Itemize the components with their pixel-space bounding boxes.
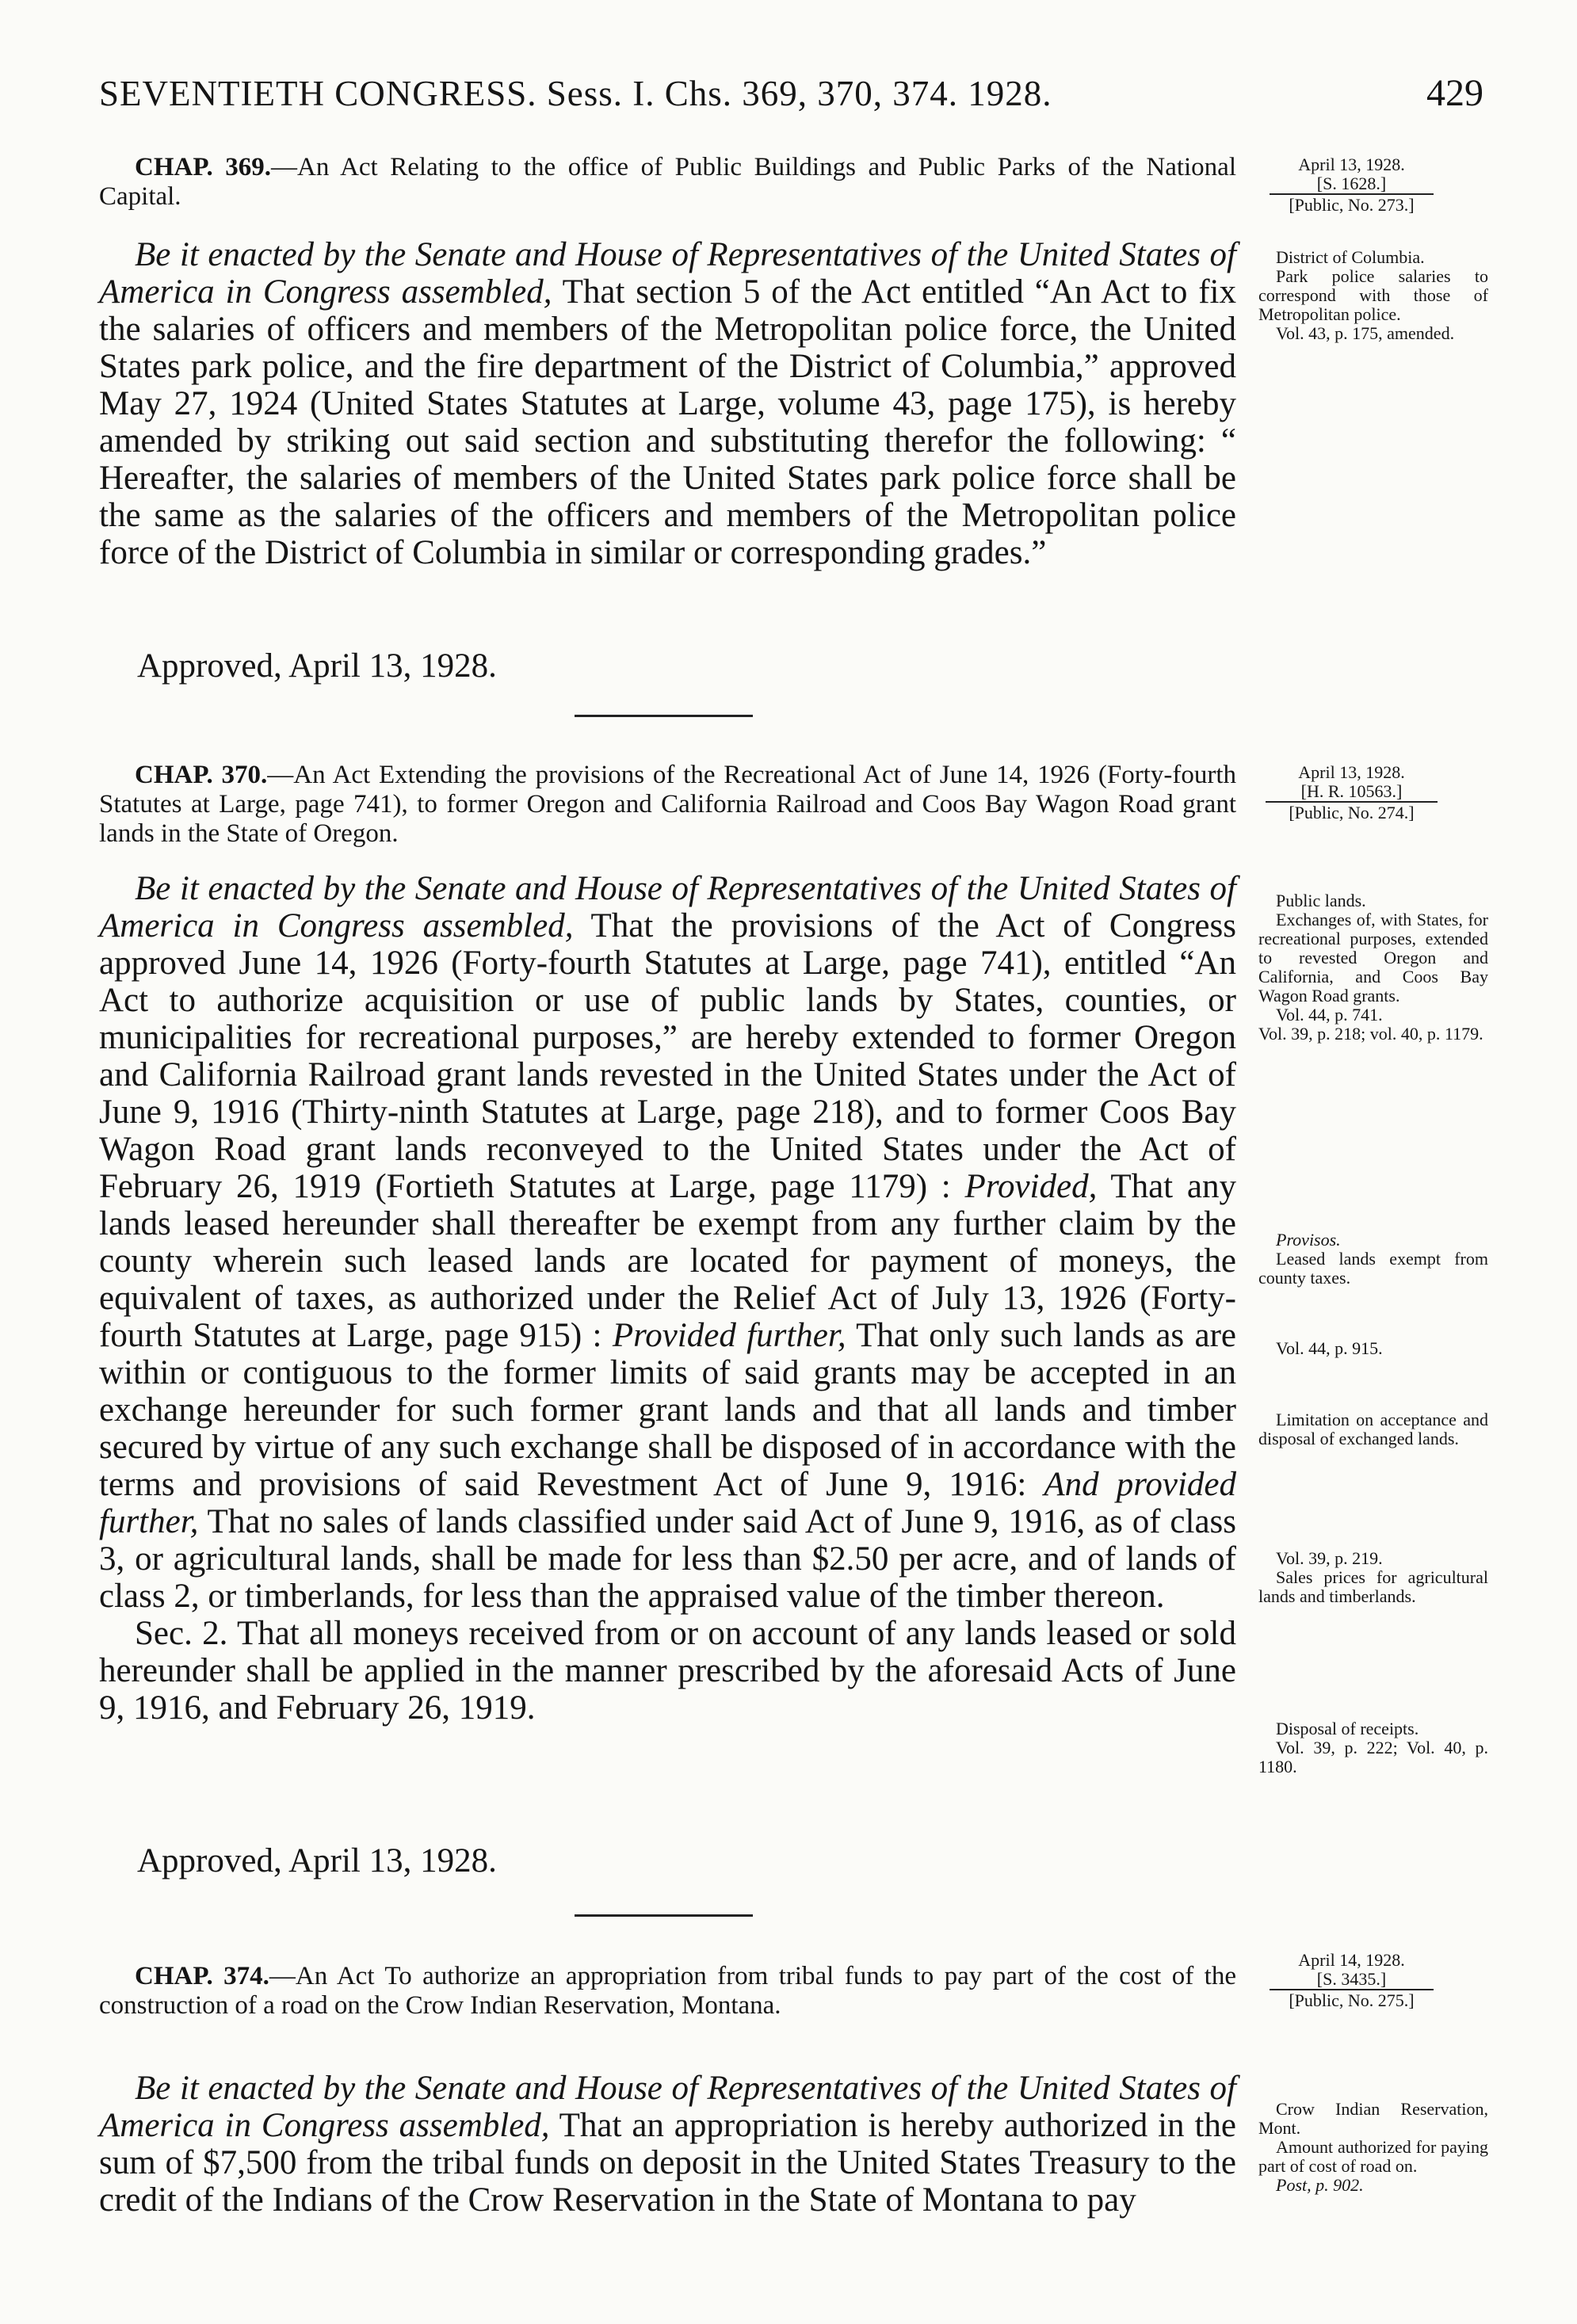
section-divider (575, 1914, 753, 1917)
chap-370-title: CHAP. 370.—An Act Extending the provisions of the Recreational Act of June 14, 1926 (Forty-fourth Statutes at Large, page 741), to former Oregon and California Railroad and Coos Bay Wagon Road grant lands in the State of Oregon. (99, 761, 1236, 848)
running-head: SEVENTIETH CONGRESS. Sess. I. Chs. 369, 370, 374. 1928. (99, 74, 1052, 113)
chap-370-notes-b: Provisos. Leased lands exempt from county taxes. (1258, 1230, 1488, 1288)
chap-374-bill: [S. 3435.] (1258, 1970, 1445, 1989)
chap-370-notes-d: Limitation on acceptance and disposal of exchanged lands. (1258, 1410, 1488, 1448)
chap-370-notes-a: Public lands. Exchanges of, with States, for recreational purposes, extended to revested Oregon and California, and Coos Bay Wagon Road grants. Vol. 44, p. 741. Vol. 39, p. 218; vol. 40, p. 1179. (1258, 891, 1488, 1044)
chap-370-date: April 13, 1928. (1298, 762, 1405, 782)
chap-369-bill: [S. 1628.] (1258, 174, 1445, 193)
chap-370-public: [Public, No. 274.] (1289, 803, 1415, 822)
enacting-clause-369: Be it enacted by the Senate and House of Representatives of the United States of America in Congress assembled, (99, 236, 1236, 311)
chap-369-date: April 13, 1928. (1298, 155, 1405, 174)
chap-374-text: Be it enacted by the Senate and House of Representatives of the United States of America in Congress assembled, That an appropriation is hereby authorized in the sum of $7,500 from the tribal funds on deposit in the United States Treasury to the credit of the Indians of the Crow Reservation in the State of Montana to pay (99, 2070, 1236, 2219)
chap-369-label: CHAP. 369. (135, 153, 272, 181)
chap-374-notes: Crow Indian Reservation, Mont. Amount authorized for paying part of cost of road on. Post, p. 902. (1258, 2099, 1488, 2195)
section-divider (575, 715, 753, 717)
chap-369-notes: District of Columbia. Park police salaries to correspond with those of Metropolitan police. Vol. 43, p. 175, amended. (1258, 247, 1488, 343)
chap-369-public: [Public, No. 273.] (1289, 195, 1415, 215)
chap-369-title: CHAP. 369.—An Act Relating to the office of Public Buildings and Public Parks of the National Capital. (99, 153, 1236, 211)
chap-374-title: CHAP. 374.—An Act To authorize an appropriation from tribal funds to pay part of the cost of the construction of a road on the Crow Indian Reservation, Montana. (99, 1962, 1236, 2020)
chap-369-text: Be it enacted by the Senate and House of Representatives of the United States of America in Congress assembled, That section 5 of the Act entitled “An Act to fix the salaries of officers and members of the Metropolitan police force, the United States park police, and the fire department of the District of Columbia,” approved May 27, 1924 (United States Statutes at Large, volume 43, page 175), is hereby amended by striking out said section and substituting therefor the following: “ Hereafter, the salaries of members of the United States park police force shall be the same as the salaries of the officers and members of the Metropolitan police force of the District of Columbia in similar or corresponding grades.” (99, 236, 1236, 571)
chap-370-notes-e: Vol. 39, p. 219. Sales prices for agricultural lands and timberlands. (1258, 1548, 1488, 1606)
chap-370-text: Be it enacted by the Senate and House of Representatives of the United States of America in Congress assembled, That the provisions of the Act of Congress approved June 14, 1926 (Forty-fourth Statutes at Large, page 741), entitled “An Act to authorize acquisition or use of public lands by States, counties, or municipalities for recreational purposes,” are hereby extended to former Oregon and California Railroad grant lands revested in the United States under the Act of June 9, 1916 (Thirty-ninth Statutes at Large, page 218), and to former Coos Bay Wagon Road grant lands reconveyed to the United States under the Act of February 26, 1919 (Fortieth Statutes at Large, page 1179) : Provided, That any lands leased hereunder shall thereafter be exempt from any further claim by the county wherein such leased lands are located for payment of moneys, the equivalent of taxes, as authorized under the Relief Act of July 13, 1926 (Forty-fourth Statutes at Large, page 915) : Provided further, That only such lands as are within or contiguous to the former limits of said grants may be accepted in an exchange hereunder for such former grant lands and that all lands and timber secured by virtue of any such exchange shall be disposed of in accordance with the terms and provisions of said Revestment Act of June 9, 1916: And provided further, That no sales of lands classified under said Act of June 9, 1916, as of class 3, or agricultural lands, shall be made for less than $2.50 per acre, and of lands of class 2, or timberlands, for less than the appraised value of the timber thereon. Sec. 2. That all moneys received from or on account of any lands leased or sold hereunder shall be applied in the manner prescribed by the aforesaid Acts of June 9, 1916, and February 26, 1919. (99, 870, 1237, 1727)
chap-374-label: CHAP. 374. (135, 1962, 269, 1990)
chap-374-date: April 14, 1928. (1298, 1950, 1405, 1970)
chap-370-bill: [H. R. 10563.] (1258, 782, 1445, 801)
chap-370-notes-c: Vol. 44, p. 915. (1276, 1338, 1383, 1358)
chap-370-sec-2: Sec. 2. That all moneys received from or on account of any lands leased or sold hereunder shall be applied in the manner prescribed by the aforesaid Acts of June 9, 1916, and February 26, 1919. (99, 1615, 1236, 1727)
enacting-clause-374: Be it enacted by the Senate and House of Representatives of the United States of America in Congress assembled, (99, 2070, 1236, 2144)
chap-369-approved: Approved, April 13, 1928. (137, 647, 497, 685)
chap-370-label: CHAP. 370. (135, 761, 268, 789)
enacting-clause-370: Be it enacted by the Senate and House of Representatives of the United States of America in Congress assembled, (99, 870, 1236, 944)
chap-370-approved: Approved, April 13, 1928. (137, 1842, 497, 1879)
page-number: 429 (1426, 72, 1483, 114)
chap-374-public: [Public, No. 275.] (1289, 1990, 1415, 2010)
chap-370-notes-f: Disposal of receipts. Vol. 39, p. 222; Vol. 40, p. 1180. (1258, 1719, 1488, 1776)
